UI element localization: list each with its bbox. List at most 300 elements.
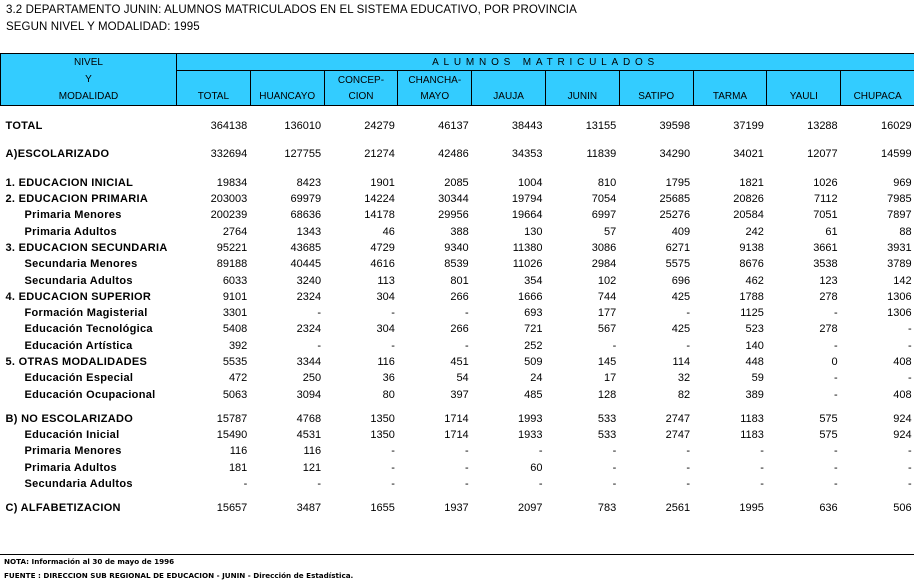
table-cell: 636 [819,502,838,515]
table-cell: 278 [819,290,838,303]
table-cell: 20584 [733,209,764,222]
table-cell: 1666 [518,290,543,303]
table-cell: 68636 [290,209,322,222]
table-cell: - [834,372,838,385]
table-cell: 4531 [296,429,322,442]
row-label: 2. EDUCACION PRIMARIA [5,193,149,206]
table-cell: 3301 [222,307,248,320]
table-cell: - [612,461,617,474]
table-cell: - [612,445,617,458]
table-cell: - [538,478,543,491]
table-cell: 451 [450,356,469,368]
column-header [841,71,914,106]
table-cell: - [465,461,469,474]
table-cell: 5575 [665,258,691,271]
table-cell: - [760,478,764,491]
table-cell: 17 [604,372,617,385]
table-cell: 252 [524,339,543,352]
spacer-row [1,492,914,500]
table-cell: - [760,461,764,474]
table-cell: 136010 [284,120,322,133]
table-cell: 696 [671,274,691,287]
column-header [324,71,398,106]
table-cell: 250 [302,372,322,385]
table-cell: 15490 [216,429,248,442]
table-cell: 24279 [364,120,395,133]
row-label: 3. EDUCACION SECUNDARIA [5,241,168,254]
table-cell: - [686,339,691,352]
table-cell: 744 [597,290,617,303]
table-cell: 123 [819,274,838,287]
column-header-line: TARMA [712,91,748,102]
table-cell: 32 [677,372,691,385]
row-label: Secundaria Menores [24,258,138,271]
table-cell: 1933 [518,429,543,442]
row-label: C) ALFABETIZACION [5,502,121,515]
table-cell: 42486 [438,148,469,161]
table-cell: 130 [524,225,543,238]
table-cell: 116 [377,356,395,368]
table-cell: - [538,445,543,458]
table-cell: 7985 [887,193,912,206]
column-header-line: CHUPACA [853,91,902,102]
table-cell: 24 [530,372,543,385]
table-cell: 533 [597,412,617,425]
table-row [1,500,914,516]
table-subtitle: SEGUN NIVEL Y MODALIDAD: 1995 [6,21,200,33]
table-cell: 8676 [739,258,764,271]
table-cell: 127755 [284,148,322,161]
table-cell: 116 [229,445,248,458]
table-cell: - [834,307,838,320]
table-cell: 408 [893,356,912,368]
table-cell: 11026 [512,258,543,271]
table-cell: - [317,307,322,320]
table-row [1,289,914,305]
table-cell: 20826 [733,193,764,206]
table-cell: 34290 [659,148,691,161]
table-cell: 1795 [665,176,691,189]
table-cell: - [465,478,469,491]
table-cell: 200239 [210,209,248,222]
table-cell: 2984 [591,258,617,271]
row-label: Educación Ocupacional [24,388,156,401]
column-header [250,71,324,106]
table-cell: 46137 [438,120,469,133]
column-header [693,71,767,106]
table-cell: 2764 [222,225,248,238]
table-cell: 34353 [511,148,543,161]
table-cell: - [686,307,691,320]
table-cell: - [391,445,395,458]
table-cell: 0 [831,356,838,368]
table-cell: 14599 [881,148,912,161]
table-cell: - [612,478,617,491]
table-cell: 14224 [364,193,395,206]
table-cell: 354 [524,274,543,287]
table-cell: 4616 [370,258,395,271]
table-cell: 2324 [296,290,322,303]
table-cell: 924 [893,412,912,425]
spacer-row [1,134,914,146]
table-cell: 102 [597,274,617,287]
table-cell: 266 [450,323,469,336]
table-cell: 19794 [511,193,543,206]
table-cell: 59 [751,372,764,385]
table-cell: 304 [376,323,395,336]
table-cell: 1901 [370,176,395,189]
column-header [398,71,472,106]
table-cell: 397 [450,388,469,401]
row-label: Educación Artística [24,339,133,352]
table-cell: 721 [524,323,543,336]
table-cell: 523 [745,323,764,336]
table-cell: 266 [450,290,469,303]
table-cell: 19834 [216,176,248,189]
table-cell: 2561 [665,502,691,515]
table-cell: 95221 [216,241,248,254]
table-cell: 8423 [296,176,322,189]
table-cell: 7051 [813,209,838,222]
table-cell: 43685 [290,241,322,254]
table-cell: 15657 [216,502,248,515]
table-cell: 4768 [296,412,322,425]
table-row [1,207,914,223]
table-cell: 16029 [881,120,912,133]
table-cell: 3789 [887,258,912,271]
column-header [767,71,841,106]
table-row [1,175,914,191]
table-cell: 25685 [659,193,691,206]
table-cell: - [686,478,691,491]
column-header [177,71,251,106]
row-label: Educación Tecnológica [24,323,153,336]
column-header [619,71,693,106]
table-cell: 810 [597,176,617,189]
table-cell: 9138 [739,241,764,254]
footer-rule [0,554,914,555]
table-cell: 25276 [659,209,691,222]
table-row [1,272,914,288]
table-row [1,370,914,386]
table-cell: - [391,478,395,491]
row-label: Educación Especial [24,372,134,385]
table-cell: 14178 [364,209,395,222]
table-cell: - [834,461,838,474]
table-cell: 6271 [665,241,691,254]
table-cell: 1350 [370,429,395,442]
header-nivel-line: NIVEL [74,57,103,68]
header-nivel-modalidad [1,54,177,106]
table-cell: - [834,339,838,352]
table-cell: 19664 [511,209,543,222]
table-row [1,191,914,207]
table-cell: 2324 [296,323,322,336]
table-cell: 29956 [438,209,469,222]
table-cell: 8539 [444,258,469,271]
table-cell: 1183 [740,412,764,425]
table-cell: 128 [597,388,617,401]
table-cell: 15787 [216,412,248,425]
table-cell: 114 [672,356,691,368]
table-cell: 242 [745,225,764,238]
table-row [1,305,914,321]
table-cell: 3344 [296,356,322,368]
table-row [1,427,914,443]
table-cell: - [391,339,395,352]
column-header-line: HUANCAYO [259,91,316,102]
source-text: FUENTE : DIRECCION SUB REGIONAL DE EDUCACION - JUNIN - Dirección de Estadística. [4,571,354,580]
row-label: Primaria Menores [24,445,122,458]
table-cell: 5535 [222,356,248,368]
table-cell: 40445 [290,258,322,271]
table-cell: 3538 [813,258,838,271]
table-cell: 30344 [438,193,469,206]
table-cell: 6997 [591,209,617,222]
table-cell: 425 [671,290,691,303]
column-header-line: SATIPO [638,91,675,102]
table-cell: 7054 [591,193,617,206]
table-cell: 2747 [665,412,691,425]
table-cell: 472 [228,372,248,385]
table-cell: 80 [382,388,395,401]
table-cell: 462 [745,274,764,287]
table-cell: - [686,445,691,458]
table-cell: 39598 [659,120,691,133]
table-cell: 1350 [370,412,395,425]
table-cell: 924 [893,429,912,442]
table-cell: 1937 [444,502,469,515]
table-cell: 1306 [887,290,912,303]
table-row [1,354,914,370]
table-cell: - [391,461,395,474]
row-label: 4. EDUCACION SUPERIOR [5,290,152,303]
table-cell: 278 [819,323,838,336]
table-cell: 575 [819,429,838,442]
table-cell: 21274 [364,148,395,161]
table-cell: 389 [745,388,764,401]
table-cell: - [907,323,912,336]
table-cell: 409 [671,225,691,238]
table-cell: 801 [450,274,469,287]
table-cell: 969 [893,176,912,189]
table-row [1,321,914,337]
table-cell: - [612,339,617,352]
table-cell: 9101 [222,290,248,303]
table-row [1,118,914,134]
table-cell: 13288 [807,120,838,133]
table-cell: 1343 [296,225,322,238]
table-cell: - [760,445,764,458]
row-label: Primaria Adultos [24,461,117,474]
table-cell: 533 [597,429,617,442]
row-label: TOTAL [5,120,43,133]
row-label: 5. OTRAS MODALIDADES [5,356,148,368]
table-cell: 783 [597,502,617,515]
table-cell: 121 [302,461,322,474]
table-cell: 3661 [813,241,838,254]
table-cell: 1306 [887,307,912,320]
table-cell: 693 [524,307,543,320]
table-cell: 4729 [370,241,395,254]
table-row [1,240,914,256]
row-label: Secundaria Adultos [24,478,133,491]
table-cell: 36 [382,372,395,385]
table-cell: 2085 [444,176,469,189]
table-cell: 113 [377,274,395,287]
row-label: B) NO ESCOLARIZADO [5,412,134,425]
column-header-line: CONCEP- [337,75,385,86]
row-label: A)ESCOLARIZADO [5,148,110,161]
table-cell: 69979 [290,193,322,206]
table-cell: 392 [228,339,248,352]
column-header [472,71,546,106]
table-cell: 448 [745,356,764,368]
row-label: Secundaria Adultos [24,274,133,287]
table-cell: 61 [825,225,838,238]
table-cell: 5408 [222,323,248,336]
table-cell: 1714 [444,412,469,425]
table-cell: - [465,307,469,320]
table-cell: 5063 [222,388,248,401]
table-cell: 181 [228,461,248,474]
table-cell: 82 [677,388,691,401]
table-cell: 7112 [814,193,838,206]
table-cell: - [834,388,838,401]
table-row [1,338,914,354]
table-cell: 177 [597,307,617,320]
table-cell: 3487 [296,502,322,515]
table-cell: 145 [597,356,617,368]
spacer-row [1,106,914,119]
table-cell: 332694 [210,148,248,161]
column-header-line: JUNIN [567,91,598,102]
table-row [1,386,914,402]
table-cell: - [317,339,322,352]
column-header-line: MAYO [420,91,450,102]
table-cell: 575 [819,412,838,425]
table-row [1,476,914,492]
table-cell: 203003 [210,193,248,206]
table-cell: 38443 [511,120,543,133]
column-header-line: CHANCHA- [408,75,462,86]
spacer-row [1,403,914,411]
table-cell: - [834,445,838,458]
table-row [1,146,914,162]
table-cell: 1026 [813,176,838,189]
table-cell: 567 [597,323,617,336]
column-header-line: JAUJA [493,91,524,102]
note-text: NOTA: Información al 30 de mayo de 1996 [4,557,175,566]
table-cell: 89188 [216,258,248,271]
table-cell: 1995 [739,502,764,515]
table-cell: - [907,461,912,474]
table-row [1,411,914,427]
table-cell: 1655 [370,502,395,515]
table-cell: 506 [893,502,912,515]
table-cell: - [834,478,838,491]
row-label: Educación Inicial [24,429,120,442]
column-header-line: YAULI [789,91,818,102]
header-alumnos-matriculados: ALUMNOS MATRICULADOS [177,54,914,71]
table-cell: 54 [456,372,469,385]
table-title: 3.2 DEPARTAMENTO JUNIN: ALUMNOS MATRICULADOS EN EL SISTEMA EDUCATIVO, POR PROVINCIA [6,4,577,16]
table-cell: 12077 [807,148,838,161]
table-cell: 11839 [586,148,617,161]
table-cell: - [907,478,912,491]
table-cell: - [391,307,395,320]
table-cell: 60 [530,461,543,474]
table-row [1,223,914,239]
table-cell: 1125 [740,307,764,320]
enrollment-table [0,53,914,517]
table-cell: 1183 [740,429,764,442]
row-label: 1. EDUCACION INICIAL [5,176,134,189]
table-cell: 2097 [518,502,543,515]
table-cell: 1993 [518,412,543,425]
table-cell: 116 [303,445,322,458]
table-cell: 509 [524,356,543,368]
table-cell: 37199 [733,120,764,133]
table-cell: 2747 [665,429,691,442]
spacer-row [1,163,914,175]
column-header-line: CION [348,91,374,102]
table-cell: 304 [376,290,395,303]
table-cell: 11380 [512,241,543,254]
table-cell: 6033 [222,274,248,287]
row-label: Formación Magisterial [24,307,148,320]
table-cell: - [907,372,912,385]
table-cell: 1788 [739,290,764,303]
table-cell: 388 [450,225,469,238]
table-cell: - [686,461,691,474]
table-cell: - [465,339,469,352]
row-label: Primaria Adultos [24,225,117,238]
table-cell: 1821 [739,176,764,189]
table-cell: 13155 [585,120,617,133]
table-row [1,443,914,459]
table-cell: 3086 [591,241,617,254]
table-cell: 408 [893,388,912,401]
table-cell: 485 [524,388,543,401]
table-cell: 7897 [887,209,912,222]
table-cell: 140 [745,339,764,352]
table-cell: 142 [893,274,912,287]
table-cell: 88 [899,225,912,238]
table-row [1,256,914,272]
table-cell: 3094 [296,388,322,401]
column-header [545,71,619,106]
table-cell: 57 [604,225,617,238]
table-cell: 9340 [444,241,469,254]
table-cell: 364138 [210,120,248,133]
table-cell: 425 [671,323,691,336]
table-cell: 3240 [296,274,322,287]
table-cell: 1714 [444,429,469,442]
row-label: Primaria Menores [24,209,122,222]
column-header-line: TOTAL [197,91,230,102]
table-cell: 34021 [733,148,764,161]
header-nivel-line: MODALIDAD [58,91,119,102]
table-cell: - [907,339,912,352]
table-cell: - [907,445,912,458]
table-cell: 1004 [518,176,543,189]
header-nivel-line: Y [85,74,92,85]
table-cell: 3931 [887,241,912,254]
table-cell: 46 [382,225,395,238]
table-cell: - [465,445,469,458]
table-row [1,460,914,476]
